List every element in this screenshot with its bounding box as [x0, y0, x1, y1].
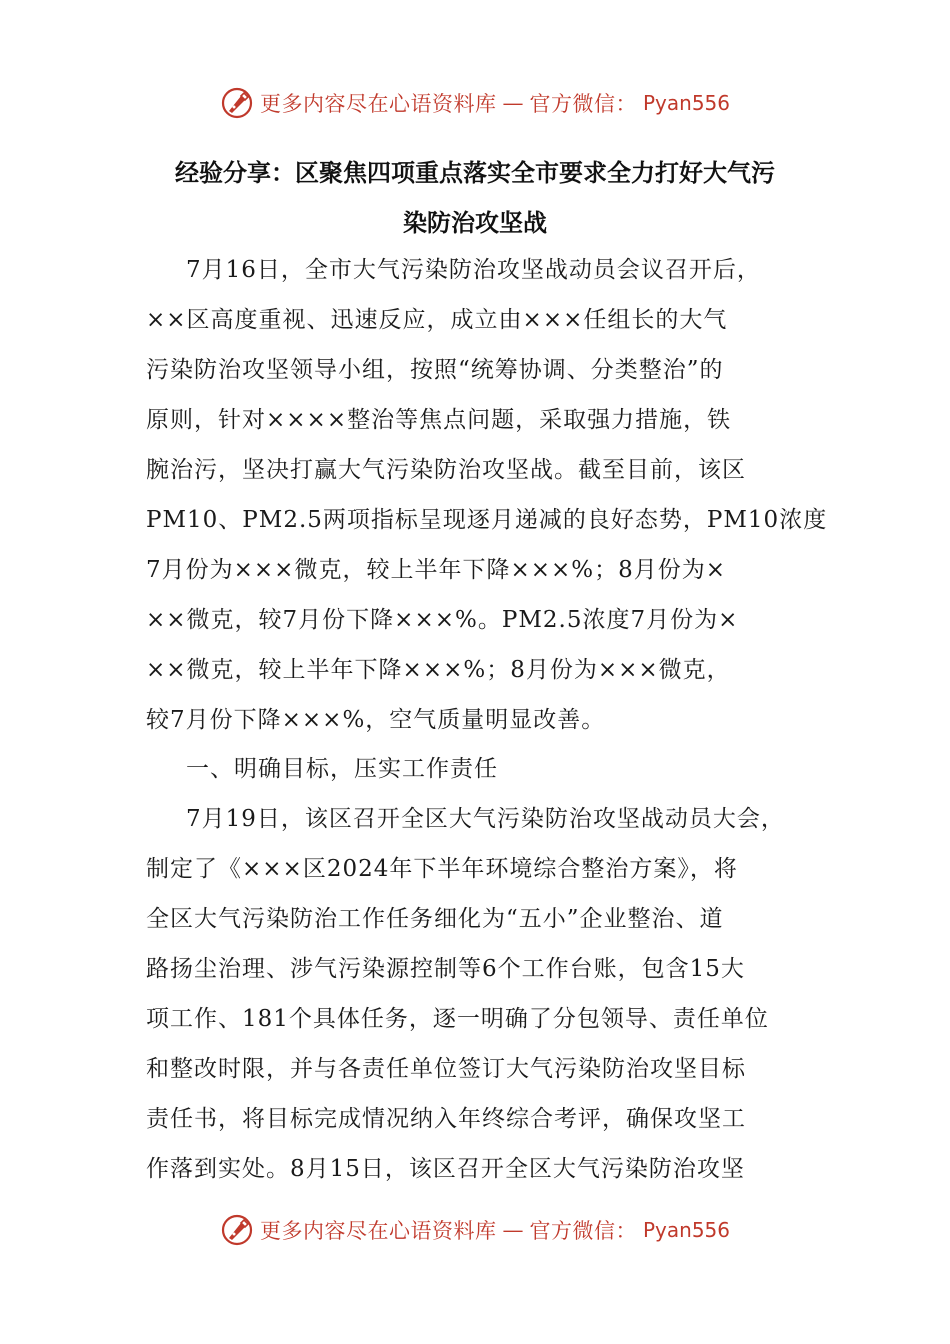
watermark-brand: Pyan556 [642, 1218, 730, 1242]
footer-watermark [0, 1210, 950, 1250]
body-line: 7月份为×××微克，较上半年下降×××%；8月份为× [146, 557, 727, 583]
watermark-label: 官方微信： [529, 92, 637, 116]
watermark-label: 官方微信： [529, 1219, 637, 1243]
section-heading: 一、明确目标，压实工作责任 [186, 756, 498, 782]
body-line: 制定了《×××区2024年下半年环境综合整治方案》，将 [146, 856, 738, 882]
watermark-brand: Pyan556 [642, 91, 730, 115]
body-line: 腕治污，坚决打赢大气污染防治攻坚战。截至目前，该区 [146, 457, 746, 483]
body-line: ××区高度重视、迅速反应，成立由×××任组长的大气 [146, 307, 728, 333]
document-title-line-1: 经验分享：区聚焦四项重点落实全市要求全力打好大气污 [175, 159, 775, 187]
body-line: 全区大气污染防治工作任务细化为“五小”企业整治、道 [146, 906, 724, 932]
body-line: 7月16日，全市大气污染防治攻坚战动员会议召开后， [186, 257, 761, 283]
body-line: 污染防治攻坚领导小组，按照“统筹协调、分类整治”的 [146, 357, 724, 383]
body-line: 和整改时限，并与各责任单位签订大气污染防治攻坚目标 [146, 1056, 746, 1082]
watermark-text: 更多内容尽在心语资料库 [259, 92, 497, 116]
body-line: 作落到实处。8月15日，该区召开全区大气污染防治攻坚 [146, 1156, 745, 1182]
body-line: 原则，针对××××整治等焦点问题，采取强力措施，铁 [146, 407, 732, 433]
body-line: 7月19日，该区召开全区大气污染防治攻坚战动员大会， [186, 806, 785, 832]
document-title-line-2: 染防治攻坚战 [403, 209, 547, 237]
body-line: ××微克，较7月份下降×××%。PM2.5浓度7月份为× [146, 607, 739, 633]
watermark-separator: — [502, 1218, 524, 1242]
pen-nib-logo-icon [220, 1213, 254, 1247]
body-line: PM10、PM2.5两项指标呈现逐月递减的良好态势，PM10浓度 [146, 507, 828, 533]
header-watermark [0, 83, 950, 123]
watermark-separator: — [502, 91, 524, 115]
body-line: 责任书，将目标完成情况纳入年终综合考评，确保攻坚工 [146, 1106, 746, 1132]
watermark-text: 更多内容尽在心语资料库 [259, 1219, 497, 1243]
body-line: 项工作、181个具体任务，逐一明确了分包领导、责任单位 [146, 1006, 769, 1032]
body-line: 较7月份下降×××%，空气质量明显改善。 [146, 707, 606, 733]
pen-nib-logo-icon [220, 86, 254, 120]
body-line: 路扬尘治理、涉气污染源控制等6个工作台账，包含15大 [146, 956, 745, 982]
body-line: ××微克，较上半年下降×××%；8月份为×××微克， [146, 657, 731, 683]
